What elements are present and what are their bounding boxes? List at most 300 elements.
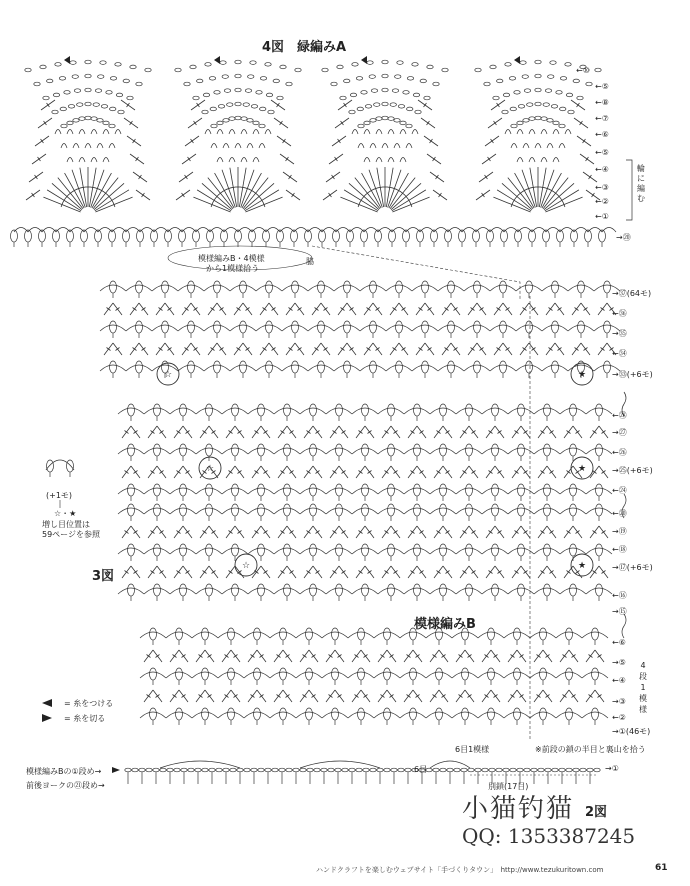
bottom-note-line1: 模様編みBの①段め→ [26, 767, 102, 776]
stitch-crossbar [333, 471, 337, 474]
shell-loop [79, 130, 85, 135]
mesh-arch [196, 548, 222, 554]
mesh-puff [214, 321, 221, 333]
mesh-puff [128, 504, 135, 516]
fan-arch-chain [193, 96, 199, 100]
stitch-crossbar [281, 431, 285, 434]
stitch-crossbar [134, 471, 138, 474]
mesh-arch [296, 712, 322, 718]
stitch-crossbar [541, 431, 545, 434]
fan-arch-chain [356, 77, 362, 81]
fan-arch-chain [392, 89, 398, 93]
mesh-puff [462, 708, 469, 720]
stitch-crossbar [263, 348, 267, 351]
fan-arch-chain [505, 63, 511, 67]
stitch-crossbar [47, 103, 50, 107]
fan-arch-chain [407, 77, 413, 81]
side-label: 脇 [306, 257, 314, 266]
stitch-crossbar [498, 571, 502, 574]
fan-arch-chain [349, 110, 355, 114]
stitch-crossbar [159, 348, 163, 351]
mesh-puff [284, 504, 291, 516]
fan-arch-chain [25, 68, 31, 72]
stitch-crossbar [261, 198, 264, 202]
mesh-puff [596, 584, 603, 596]
mesh-puff [500, 281, 507, 293]
mesh-puff [180, 584, 187, 596]
fan-arch-chain [527, 103, 533, 107]
mesh-arch [152, 325, 178, 331]
fan-arch-chain [223, 119, 229, 123]
mesh-arch [430, 588, 456, 594]
stitch-crossbar [385, 531, 389, 534]
stitch-crossbar [420, 431, 424, 434]
stitch-crossbar [220, 308, 224, 311]
foundation-chain [328, 768, 334, 772]
stitch-crossbar [472, 571, 476, 574]
foundation-chain [125, 768, 131, 772]
mesh-puff [258, 544, 265, 556]
guide-dashed-line [312, 246, 520, 300]
stitch-crossbar [589, 175, 592, 179]
stitch-crossbar [229, 471, 233, 474]
mesh-arch [464, 285, 490, 291]
stitch-crossbar [350, 348, 354, 351]
stitch-crossbar [234, 655, 238, 658]
mesh-puff [254, 628, 261, 640]
fan-arch-chain [123, 79, 129, 83]
fan-arch-chain [407, 107, 413, 111]
fan-arch-chain [115, 63, 121, 67]
stitch-crossbar [99, 189, 103, 191]
fan-arch-chain [243, 103, 249, 107]
fan-arch-chain [53, 93, 59, 97]
stitch-crossbar [255, 531, 259, 534]
mesh-puff [422, 361, 429, 373]
mesh-puff [414, 544, 421, 556]
fan-arch-chain [68, 105, 74, 109]
stitch-crossbar [159, 308, 163, 311]
fan-arch-chain [553, 121, 559, 125]
mesh-arch [118, 408, 144, 414]
fig3-row-marker: →㉝(+6モ) [612, 370, 653, 379]
foundation-chain [545, 768, 551, 772]
stitch-crossbar [549, 189, 553, 191]
shell-loop [529, 130, 535, 135]
foundation-chain [265, 768, 271, 772]
stitch-crossbar [393, 308, 397, 311]
mesh-puff [206, 444, 213, 456]
shell-loop [394, 144, 400, 149]
foundation-chain [587, 768, 593, 772]
stitch-crossbar [601, 348, 605, 351]
mesh-puff [596, 544, 603, 556]
mesh-arch [326, 548, 352, 554]
fan-arch-chain [547, 119, 553, 123]
stitch-crossbar [433, 655, 437, 658]
stitch-crossbar [35, 175, 38, 179]
legend-arch [46, 460, 74, 470]
mesh-puff [228, 708, 235, 720]
mesh-arch [178, 365, 204, 371]
shell-loop [73, 144, 79, 149]
mesh-arch [274, 408, 300, 414]
foundation-chain [363, 768, 369, 772]
stitch-crossbar [498, 431, 502, 434]
mesh-puff [544, 544, 551, 556]
mesh-arch [582, 632, 608, 638]
stitch-crossbar [332, 175, 335, 179]
fan-arch-chain [73, 119, 79, 123]
stitch-crossbar [402, 348, 406, 351]
mesh-arch [430, 448, 456, 454]
stitch-crossbar [208, 695, 212, 698]
stitch-crossbar [151, 431, 155, 434]
stitch-crossbar [133, 139, 136, 143]
mesh-puff [318, 321, 325, 333]
stitch-crossbar [134, 531, 138, 534]
mesh-arch [274, 588, 300, 594]
stitch-crossbar [402, 308, 406, 311]
mesh-arch [560, 488, 586, 494]
stitch-crossbar [439, 193, 442, 197]
shell-loop [79, 158, 85, 163]
stitch-crossbar [390, 655, 394, 658]
fan-arch-chain [510, 107, 516, 111]
mesh-arch [178, 285, 204, 291]
mesh-arch [482, 448, 508, 454]
increase-star-icon: ☆ [206, 464, 215, 474]
fan-arch-chain [248, 75, 254, 79]
mesh-puff [596, 404, 603, 416]
mesh-arch [152, 285, 178, 291]
stitch-crossbar [133, 348, 137, 351]
shell-loop [388, 158, 394, 163]
fan-arch-chain [397, 61, 403, 65]
stitch-crossbar [489, 431, 493, 434]
mesh-arch [118, 588, 144, 594]
mesh-arch [140, 632, 166, 638]
mesh-puff [232, 404, 239, 416]
stitch-crossbar [480, 348, 484, 351]
mesh-arch [348, 632, 374, 638]
mesh-arch [118, 548, 144, 554]
fan-arch-chain [116, 93, 122, 97]
stitch-crossbar [211, 348, 215, 351]
mesh-puff [188, 321, 195, 333]
shell-loop [517, 130, 523, 135]
stitch-crossbar [307, 431, 311, 434]
stitch-crossbar [211, 308, 215, 311]
mesh-puff [422, 321, 429, 333]
stitch-crossbar [38, 157, 41, 161]
mesh-arch [196, 508, 222, 514]
stitch-crossbar [546, 655, 550, 658]
foundation-chain [503, 768, 509, 772]
stitch-crossbar [289, 308, 293, 311]
fan-arch-chain [550, 61, 556, 65]
stitch-crossbar [315, 308, 319, 311]
mesh-arch [352, 448, 378, 454]
stitch-crossbar [147, 695, 151, 698]
fan-arch-chain [548, 75, 554, 79]
attach-yarn-mark [214, 56, 220, 64]
fan-arch-chain [110, 107, 116, 111]
shell-loop [97, 144, 103, 149]
stitch-crossbar [520, 695, 524, 698]
mesh-puff [448, 281, 455, 293]
mesh-puff [240, 321, 247, 333]
mesh-arch [438, 365, 464, 371]
stitch-crossbar [602, 471, 606, 474]
fan-arch-chain [514, 91, 520, 95]
mesh-arch [430, 488, 456, 494]
stitch-crossbar [186, 431, 190, 434]
stitch-crossbar [134, 431, 138, 434]
fan-arch-chain [382, 60, 388, 64]
fan-arch-chain [64, 91, 70, 95]
stitch-crossbar [558, 308, 562, 311]
mesh-arch [456, 448, 482, 454]
stitch-crossbar [515, 571, 519, 574]
fan-arch-chain [227, 103, 233, 107]
mesh-puff [266, 321, 273, 333]
mesh-arch [192, 712, 218, 718]
stitch-crossbar [312, 695, 316, 698]
mesh-puff [232, 584, 239, 596]
stitch-crossbar [524, 531, 528, 534]
stitch-crossbar [277, 695, 281, 698]
mesh-arch [516, 325, 542, 331]
stitch-crossbar [177, 471, 181, 474]
mesh-arch [218, 632, 244, 638]
mesh-puff [570, 544, 577, 556]
fan-arch-chain [322, 68, 328, 72]
mesh-arch [144, 588, 170, 594]
mesh-puff [206, 404, 213, 416]
fan-arch-chain [560, 77, 566, 81]
mesh-puff [544, 444, 551, 456]
stitch-crossbar [515, 431, 519, 434]
mesh-arch [244, 672, 270, 678]
stitch-crossbar [385, 431, 389, 434]
fan-arch-chain [247, 119, 253, 123]
stitch-crossbar [63, 198, 66, 202]
foundation-chain [559, 768, 565, 772]
fan-arch-chain [241, 117, 247, 121]
mesh-arch [166, 632, 192, 638]
fan-arch-chain [235, 74, 241, 78]
stitch-crossbar [437, 431, 441, 434]
fan-arch-chain [565, 63, 571, 67]
stitch-crossbar [489, 471, 493, 474]
stitch-crossbar [156, 655, 160, 658]
fan-arch-chain [40, 65, 46, 69]
stitch-crossbar [303, 695, 307, 698]
mesh-puff [344, 281, 351, 293]
stitch-crossbar [315, 348, 319, 351]
pickup-note-line2: から1模様拾う [206, 264, 260, 273]
mesh-puff [474, 321, 481, 333]
stitch-crossbar [116, 348, 120, 351]
mesh-puff [154, 404, 161, 416]
stitch-crossbar [342, 531, 346, 534]
stitch-crossbar [437, 531, 441, 534]
fan-arch-chain [586, 82, 592, 86]
mesh-puff [180, 544, 187, 556]
stitch-crossbar [567, 431, 571, 434]
mesh-puff [180, 404, 187, 416]
mesh-arch [126, 325, 152, 331]
fig3-row-marker: →㉕(+6モ) [612, 466, 653, 475]
pattern-b-title: 模様編みB [414, 617, 476, 632]
stitch-crossbar [511, 695, 515, 698]
mesh-arch [170, 508, 196, 514]
stitch-crossbar [186, 531, 190, 534]
stitch-crossbar [511, 655, 515, 658]
stitch-crossbar [589, 655, 593, 658]
mesh-arch [218, 672, 244, 678]
attach-yarn-mark [64, 56, 70, 64]
round-bracket [626, 160, 632, 220]
shell-loop [382, 144, 388, 149]
mesh-arch [300, 548, 326, 554]
mesh-arch [452, 712, 478, 718]
mesh-puff [384, 668, 391, 680]
mesh-puff [566, 628, 573, 640]
stitch-crossbar [290, 471, 294, 474]
mesh-arch [326, 508, 352, 514]
fig3-row-marker: ←㉔ [612, 486, 627, 495]
shell-loop [259, 144, 265, 149]
mesh-arch [430, 408, 456, 414]
foundation-chain [594, 768, 600, 772]
stitch-crossbar [260, 655, 264, 658]
mesh-arch [248, 448, 274, 454]
mesh-arch [456, 488, 482, 494]
stitch-crossbar [369, 189, 373, 191]
fan-arch-chain [85, 74, 91, 78]
fan-arch-chain [235, 88, 241, 92]
fig4-row-marker: ←⑦ [595, 114, 609, 123]
mesh-puff [110, 321, 117, 333]
mesh-puff [440, 404, 447, 416]
stitch-crossbar [342, 471, 346, 474]
stitch-crossbar [427, 121, 430, 125]
stitch-crossbar [419, 348, 423, 351]
mesh-puff [162, 281, 169, 293]
fan-arch-chain [509, 77, 515, 81]
fan-arch-chain [374, 103, 380, 107]
fig4-row-marker: ←⑥ [595, 130, 609, 139]
mesh-arch [490, 285, 516, 291]
fan-arch-chain [365, 105, 371, 109]
shell-loop [352, 130, 358, 135]
fan-arch-chain [524, 89, 530, 93]
mesh-arch [374, 632, 400, 638]
fan-arch-chain [295, 68, 301, 72]
mesh-puff [110, 281, 117, 293]
mesh-puff [362, 584, 369, 596]
stitch-crossbar [515, 531, 519, 534]
mesh-arch [438, 325, 464, 331]
fan-arch-chain [566, 93, 572, 97]
stitch-crossbar [472, 531, 476, 534]
stitch-crossbar [229, 431, 233, 434]
shell-loop [547, 144, 553, 149]
mesh-arch [166, 672, 192, 678]
fan-arch-chain [400, 121, 406, 125]
fan-arch-chain [415, 110, 421, 114]
fan-arch-chain [559, 124, 565, 128]
mesh-puff [488, 708, 495, 720]
foundation-chain [517, 768, 523, 772]
stitch-crossbar [234, 695, 238, 698]
mesh-arch [248, 488, 274, 494]
mesh-arch [378, 488, 404, 494]
fig3-row-marker: →①(46モ) [612, 727, 651, 736]
mesh-arch [378, 508, 404, 514]
foundation-chain [146, 768, 152, 772]
stitch-crossbar [359, 531, 363, 534]
mesh-puff [492, 484, 499, 496]
mesh-puff [384, 628, 391, 640]
stitch-crossbar [185, 348, 189, 351]
mesh-arch [256, 365, 282, 371]
shell-loop [61, 144, 67, 149]
mesh-arch [534, 448, 560, 454]
shell-loop [67, 158, 73, 163]
mesh-arch [360, 365, 386, 371]
mesh-puff [544, 404, 551, 416]
stitch-crossbar [151, 531, 155, 534]
stitch-crossbar [549, 308, 553, 311]
mesh-puff [492, 584, 499, 596]
foundation-chain [461, 768, 467, 772]
stitch-crossbar [277, 103, 280, 107]
stitch-crossbar [316, 471, 320, 474]
stitch-crossbar [290, 431, 294, 434]
stitch-crossbar [593, 431, 597, 434]
mesh-puff [526, 321, 533, 333]
fan-arch-chain [203, 93, 209, 97]
mesh-arch [144, 408, 170, 414]
stitch-crossbar [290, 571, 294, 574]
stitch-crossbar [277, 655, 281, 658]
fan-arch-chain [101, 105, 107, 109]
mesh-puff [128, 544, 135, 556]
mesh-puff [544, 504, 551, 516]
mesh-arch [560, 408, 586, 414]
stitch-crossbar [188, 157, 191, 161]
mesh-arch [586, 488, 612, 494]
shell-loop [217, 130, 223, 135]
shell-loop [505, 130, 511, 135]
mesh-arch [530, 632, 556, 638]
mesh-puff [566, 668, 573, 680]
stitch-crossbar [264, 431, 268, 434]
stitch-crossbar [532, 348, 536, 351]
mesh-arch [586, 548, 612, 554]
stitch-crossbar [446, 531, 450, 534]
mesh-arch [326, 448, 352, 454]
mesh-puff [310, 544, 317, 556]
mesh-puff [488, 628, 495, 640]
mesh-arch [192, 632, 218, 638]
mesh-arch [118, 508, 144, 514]
mesh-puff [254, 708, 261, 720]
stitch-crossbar [485, 655, 489, 658]
